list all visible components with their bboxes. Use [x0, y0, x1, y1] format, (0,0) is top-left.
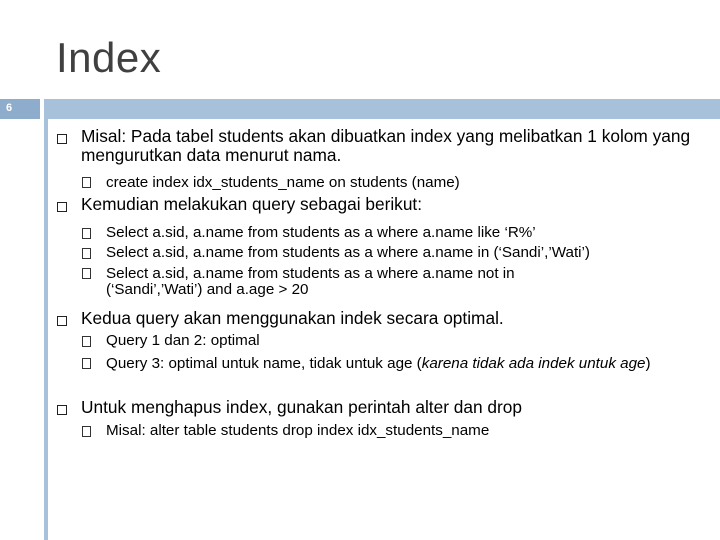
bullet-square-icon [57, 134, 67, 144]
bullet-3-text: Kedua query akan menggunakan indek secara optimal. [81, 308, 504, 328]
slide-number: 6 [6, 102, 13, 114]
header-bar [44, 99, 720, 119]
bullet-3-sub-2-italic: karena tidak ada indek untuk age [421, 355, 646, 372]
bullet-2-sub-2: Select a.sid, a.name from students as a where a.name in (‘Sandi’,’Wati’) [106, 244, 590, 261]
bullet-1-sub-1: create index idx_students_name on students (name) [106, 174, 460, 191]
sub-bullet-icon [82, 336, 91, 347]
sub-bullet-icon [82, 358, 91, 369]
sub-bullet-icon [82, 426, 91, 437]
bullet-3-sub-2-close: ) [645, 355, 651, 372]
sub-bullet-icon [82, 268, 91, 279]
left-rule [44, 119, 48, 540]
bullet-square-icon [57, 202, 67, 212]
bullet-2-sub-3: Select a.sid, a.name from students as a where a.name not in (‘Sandi’,’Wati’) and a.age > 20 [106, 265, 515, 298]
sub-bullet-icon [82, 228, 91, 239]
sub-bullet-icon [82, 248, 91, 259]
bullet-4-sub-1: Misal: alter table students drop index idx_students_name [106, 422, 490, 439]
bullet-3-sub-1: Query 1 dan 2: optimal [106, 332, 260, 349]
bullet-2-text: Kemudian melakukan query sebagai berikut: [81, 194, 423, 214]
bullet-square-icon [57, 316, 67, 326]
slide-number-box [0, 99, 40, 119]
bullet-3-sub-2 [106, 356, 671, 372]
bullet-2-sub-1: Select a.sid, a.name from students as a where a.name like ‘R%’ [106, 224, 536, 241]
bullet-4-text: Untuk menghapus index, gunakan perintah alter dan drop [81, 397, 522, 417]
sub-bullet-icon [82, 177, 91, 188]
slide-title: Index [56, 34, 162, 81]
bullet-1-text: Misal: Pada tabel students akan dibuatkan index yang melibatkan 1 kolom yang mengurutkan data menurut nama. [81, 126, 691, 165]
bullet-square-icon [57, 405, 67, 415]
bullet-3-sub-2-lead: Query 3: optimal untuk name, tidak untuk age ( [106, 355, 422, 372]
